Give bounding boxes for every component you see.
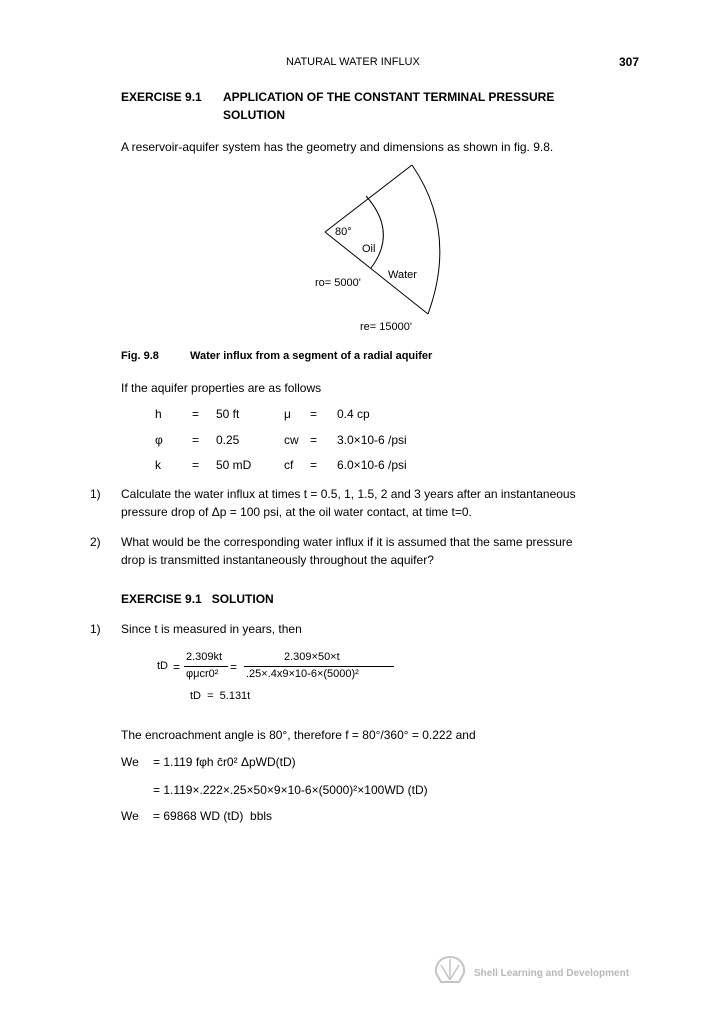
question-text-line1: What would be the corresponding water influx if it is assumed that the same pressure: [121, 535, 573, 549]
equation-lhs: tD: [157, 660, 168, 672]
prop-value: 3.0×10-6 /psi: [337, 433, 407, 447]
fraction-numerator: 2.309kt: [186, 651, 223, 663]
equals-sign: =: [173, 660, 181, 674]
prop-value: 6.0×10-6 /psi: [337, 458, 407, 472]
running-title: NATURAL WATER INFLUX: [286, 56, 420, 68]
radial-aquifer-diagram: [300, 160, 460, 320]
fraction-denominator: φμcr0²: [186, 668, 219, 680]
fraction-bar: [184, 666, 228, 667]
prop-equals: =: [192, 433, 200, 447]
prop-symbol: k: [155, 458, 161, 472]
exercise-title-line2: SOLUTION: [223, 108, 285, 122]
figure-caption-number: Fig. 9.8: [121, 350, 159, 362]
prop-equals: =: [310, 458, 318, 472]
fraction-denominator: .25×.4x9×10-6×(5000)²: [246, 668, 359, 680]
figure-caption-text: Water influx from a segment of a radial aquifer: [190, 350, 433, 362]
question-text-line1: Calculate the water influx at times t = 0.5, 1, 1.5, 2 and 3 years after an instantaneous: [121, 487, 576, 501]
equals-sign: =: [230, 660, 238, 674]
water-influx-symbol: We: [121, 809, 139, 823]
angle-label: 80°: [335, 226, 352, 238]
water-influx-result: = 69868 WD (tD) bbls: [153, 809, 273, 823]
solution-number: 1): [90, 622, 101, 636]
water-influx-symbol: We: [121, 755, 139, 769]
oil-label: Oil: [362, 243, 376, 255]
question-text-line2: pressure drop of Δp = 100 psi, at the oil water contact, at time t=0.: [121, 505, 472, 519]
water-label: Water: [388, 269, 417, 281]
question-number: 2): [90, 535, 101, 549]
exercise-intro: A reservoir-aquifer system has the geometry and dimensions as shown in fig. 9.8.: [121, 140, 554, 154]
water-influx-formula: = 1.119 fφh c̄r0² ΔpWD(tD): [153, 755, 296, 769]
exercise-title-line1: APPLICATION OF THE CONSTANT TERMINAL PRESSURE: [223, 90, 555, 104]
prop-symbol: cw: [284, 433, 299, 447]
solution-intro: Since t is measured in years, then: [121, 622, 302, 636]
question-text-line2: drop is transmitted instantaneously throughout the aquifer?: [121, 553, 434, 567]
prop-symbol: cf: [284, 458, 294, 472]
prop-equals: =: [192, 407, 200, 421]
prop-symbol: h: [155, 407, 162, 421]
oil-water-contact-arc: [366, 196, 383, 268]
question-number: 1): [90, 487, 101, 501]
encroachment-angle-text: The encroachment angle is 80°, therefore f = 80°/360° = 0.222 and: [121, 728, 476, 742]
prop-value: 0.25: [216, 433, 240, 447]
re-label: re= 15000': [360, 321, 412, 333]
water-influx-substituted: = 1.119×.222×.25×50×9×10-6×(5000)²×100WD (tD): [153, 783, 428, 797]
prop-value: 50 mD: [216, 458, 252, 472]
prop-equals: =: [192, 458, 200, 472]
prop-equals: =: [310, 433, 318, 447]
ro-label: ro= 5000': [315, 277, 361, 289]
prop-symbol: φ: [155, 433, 163, 447]
properties-intro: If the aquifer properties are as follows: [121, 381, 322, 395]
equation-result: tD = 5.131t: [190, 690, 251, 702]
prop-symbol: μ: [284, 407, 291, 421]
footer-brand: Shell Learning and Development: [474, 968, 630, 979]
outer-boundary-arc: [412, 165, 440, 314]
prop-value: 0.4 cp: [337, 407, 370, 421]
shell-logo-icon: [433, 955, 467, 985]
exercise-number: EXERCISE 9.1: [121, 90, 202, 104]
fraction-bar: [244, 666, 394, 667]
prop-value: 50 ft: [216, 407, 240, 421]
solution-heading: EXERCISE 9.1 SOLUTION: [121, 592, 274, 606]
page-number: 307: [619, 55, 640, 69]
fraction-numerator: 2.309×50×t: [284, 651, 340, 663]
prop-equals: =: [310, 407, 318, 421]
